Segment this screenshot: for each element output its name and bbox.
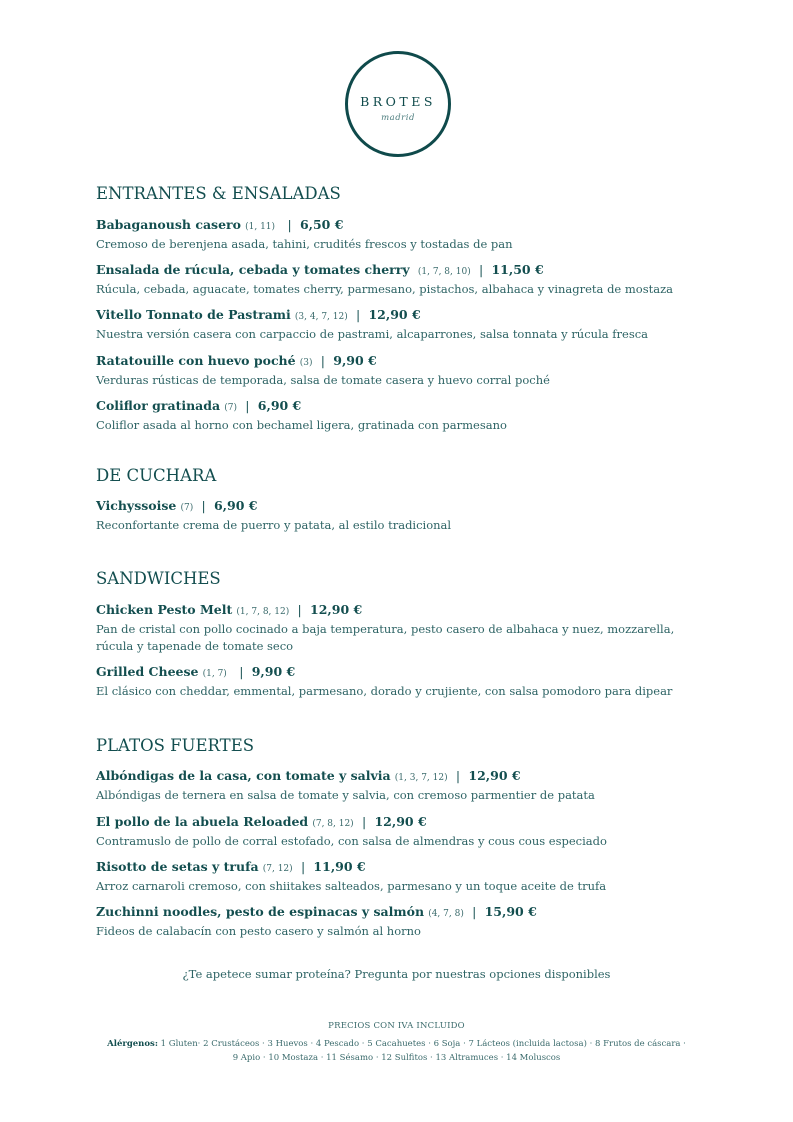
item-name: Coliflor gratinada [96,398,221,413]
item-separator: | [245,398,250,413]
item-price: 9,90 € [251,664,296,679]
item-allergens: (7) [224,403,238,413]
item-separator: | [472,904,477,919]
menu-item [96,261,706,298]
menu-item [96,497,706,534]
item-description: El clásico con cheddar, emmental, parmesano, dorado y crujiente, con salsa pomodoro para dipear [96,684,673,698]
item-allergens: (7, 8, 12) [312,819,354,829]
item-separator: | [239,664,244,679]
item-allergens: (1, 11) [245,222,276,232]
item-price: 12,90 € [374,814,427,829]
item-price: 15,90 € [484,904,537,919]
section-title-sandwiches: SANDWICHES [96,569,221,588]
menu-item [96,352,706,389]
item-name: Grilled Cheese [96,664,199,679]
item-separator: | [478,262,484,277]
item-price: 9,90 € [333,353,377,368]
menu-item [96,663,706,700]
allergen-legend [106,1037,687,1065]
item-separator: | [356,307,361,322]
allergen-legend-text: 1 Gluten· 2 Crustáceos · 3 Huevos · 4 Pescado · 5 Cacahuetes · 6 Soja · 7 Lácteos (incluida lactosa) · 8 Frutos de cáscara · 9 Apio · 10 Mostaza · 11 Sésamo · 12 Sulfitos · 13 Altramuces · 14 Moluscos [160,1039,686,1063]
menu-item [96,601,706,655]
item-allergens: (1, 3, 7, 12) [394,773,448,783]
protein-note: ¿Te apetece sumar proteína? Pregunta por nuestras opciones disponibles [182,967,611,981]
menu-item [96,903,706,940]
item-name: Chicken Pesto Melt [96,602,233,617]
brand-location: madrid [381,113,415,123]
item-separator: | [455,768,461,783]
item-description: Nuestra versión casera con carpaccio de pastrami, alcaparrones, salsa tonnata y rúcula fresca [96,327,649,341]
item-description: Fideos de calabacín con pesto casero y salmón al horno [96,924,421,938]
menu-item [96,858,706,895]
item-separator: | [287,217,292,232]
allergen-legend-label: Alérgenos: [107,1039,158,1049]
item-description: Cremoso de berenjena asada, tahini, crudités frescos y tostadas de pan [96,237,513,251]
section-title-platos-fuertes: PLATOS FUERTES [96,736,255,755]
item-description: Verduras rústicas de temporada, salsa de tomate casera y huevo corral poché [96,373,550,387]
item-name: Ratatouille con huevo poché [96,353,296,368]
item-description: Coliflor asada al horno con bechamel ligera, gratinada con parmesano [96,418,507,432]
item-name: Risotto de setas y trufa [96,859,259,874]
item-name: Babaganoush casero [96,217,241,232]
brand-name: BROTES [360,94,436,109]
item-separator: | [361,814,367,829]
item-price: 6,50 € [299,217,344,232]
item-price: 11,50 € [491,262,544,277]
item-price: 6,90 € [213,498,258,513]
item-description: Rúcula, cebada, aguacate, tomates cherry, parmesano, pistachos, albahaca y vinagreta de mostaza [96,282,674,296]
item-allergens: (1, 7) [202,669,227,679]
item-price: 12,90 € [310,602,363,617]
item-description: Albóndigas de ternera en salsa de tomate y salvia, con cremoso parmentier de patata [96,788,595,802]
item-name: Ensalada de rúcula, cebada y tomates cherry [96,262,410,277]
item-separator: | [201,498,206,513]
item-price: 12,90 € [368,307,421,322]
item-price: 11,90 € [313,859,366,874]
item-description: Pan de cristal con pollo cocinado a baja temperatura, pesto casero de albahaca y nuez, mozzarella, rúcula y tapenade de tomate seco [96,622,675,653]
item-allergens: (7) [180,503,194,513]
item-allergens: (4, 7, 8) [428,909,464,919]
section-title-entrantes: ENTRANTES & ENSALADAS [96,184,341,203]
item-allergens: (3) [299,358,313,368]
menu-item [96,767,706,804]
item-separator: | [297,602,302,617]
item-name: Zuchinni noodles, pesto de espinacas y salmón [96,904,425,919]
menu-item [96,216,706,253]
menu-item [96,306,706,343]
item-allergens: (7, 12) [262,864,293,874]
item-name: Albóndigas de la casa, con tomate y salvia [96,768,391,783]
item-name: Vichyssoise [96,498,177,513]
item-description: Contramuslo de pollo de corral estofado, con salsa de almendras y cous cous especiado [96,834,607,848]
item-separator: | [320,353,325,368]
item-separator: | [300,859,306,874]
section-title-de-cuchara: DE CUCHARA [96,466,217,485]
menu-item [96,813,706,850]
item-price: 12,90 € [468,768,521,783]
item-allergens: (1, 7, 8, 12) [236,607,290,617]
item-allergens: (3, 4, 7, 12) [294,312,348,322]
item-allergens: (1, 7, 8, 10) [417,267,471,277]
brand-logo [345,51,451,157]
item-name: Vitello Tonnato de Pastrami [96,307,291,322]
item-price: 6,90 € [257,398,302,413]
prices-note: PRECIOS CON IVA INCLUIDO [328,1021,465,1031]
item-description: Arroz carnaroli cremoso, con shiitakes salteados, parmesano y un toque aceite de trufa [96,879,607,893]
menu-item [96,397,706,434]
item-description: Reconfortante crema de puerro y patata, al estilo tradicional [96,518,452,532]
item-name: El pollo de la abuela Reloaded [96,814,309,829]
